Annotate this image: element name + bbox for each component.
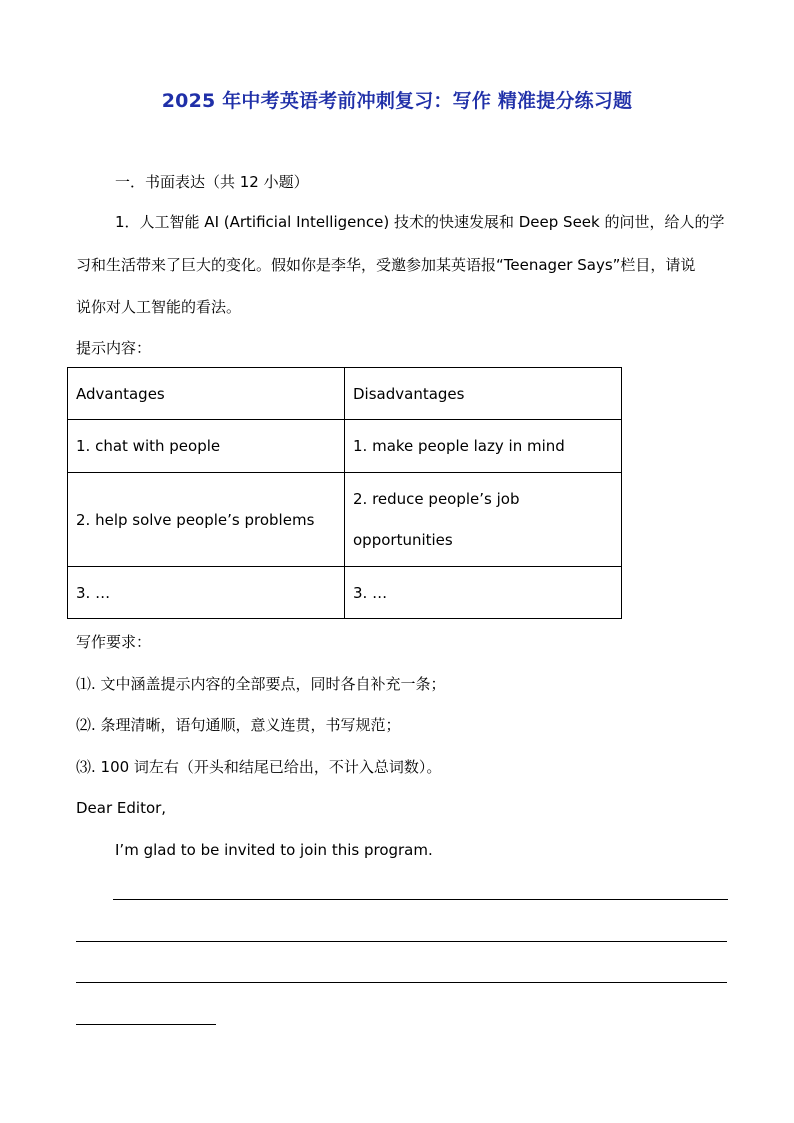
question-text-line-1: 1．人工智能 AI (Artificial Intelligence) 技术的快速发展和 Deep Seek 的问世，给人的学: [115, 213, 725, 231]
requirement-item: ⑴. 文中涵盖提示内容的全部要点，同时各自补充一条；: [76, 675, 446, 693]
answer-blank-line: [76, 982, 727, 983]
table-row: [68, 473, 622, 567]
table-cell: 1. make people lazy in mind: [345, 420, 622, 473]
requirement-item: ⑵. 条理清晰，语句通顺，意义连贯，书写规范；: [76, 716, 401, 734]
question-text-line-3: 说你对人工智能的看法。: [76, 298, 242, 316]
table-cell: 2. reduce people’s job opportunities: [345, 473, 622, 567]
table-cell: 3. …: [345, 567, 622, 619]
table-header-row: [68, 368, 622, 420]
page-title: 2025 年中考英语考前冲刺复习：写作 精准提分练习题: [161, 90, 633, 112]
table-cell: 2. help solve people’s problems: [68, 473, 345, 567]
answer-blank-line: [76, 941, 727, 942]
requirements-label: 写作要求：: [76, 633, 152, 651]
section-heading: 一．书面表达（共 12 小题）: [115, 173, 309, 191]
answer-blank-line: [76, 1024, 216, 1025]
table-row: [68, 420, 622, 473]
table-row: [68, 567, 622, 619]
hint-table: [67, 367, 622, 619]
requirement-item: ⑶. 100 词左右（开头和结尾已给出，不计入总词数）。: [76, 758, 442, 776]
table-header-advantages: Advantages: [68, 368, 345, 420]
hint-label: 提示内容：: [76, 339, 152, 357]
table-header-disadvantages: Disadvantages: [345, 368, 622, 420]
answer-blank-line: [113, 899, 728, 900]
table-cell: 1. chat with people: [68, 420, 345, 473]
question-text-line-2: 习和生活带来了巨大的变化。假如你是李华，受邀参加某英语报“Teenager Says”栏目，请说: [76, 256, 696, 274]
table-cell: 3. …: [68, 567, 345, 619]
letter-greeting: Dear Editor,: [76, 799, 167, 817]
letter-opening-sentence: I’m glad to be invited to join this program.: [115, 841, 433, 859]
